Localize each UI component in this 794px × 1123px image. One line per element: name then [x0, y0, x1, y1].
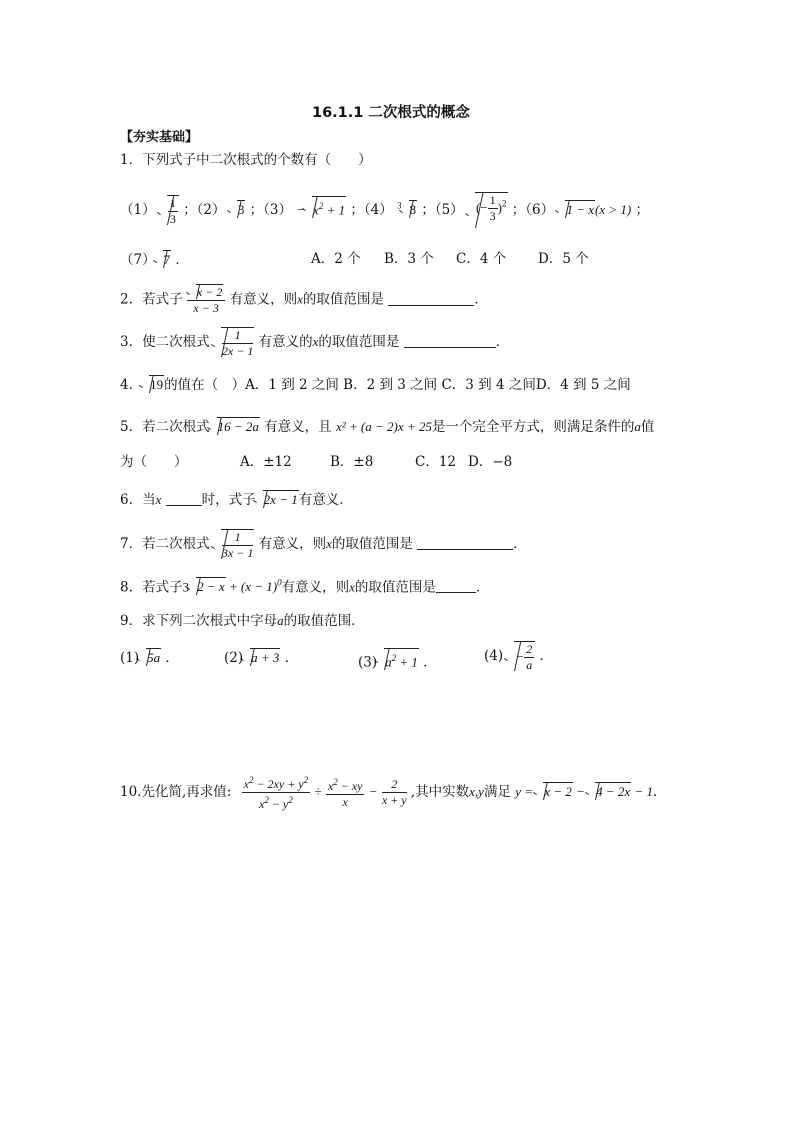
question-9: 9．求下列二次根式中字母a的取值范围．	[120, 613, 365, 629]
question-1-item7: （7） 7 ．	[120, 252, 189, 268]
q9-part-3: (3) $a^2 + 1$ ．	[358, 648, 437, 671]
q9-part-2: (2) a + 3 ．	[224, 650, 299, 666]
q5-option-c: C．12	[415, 454, 457, 470]
question-5-line2: 为（ ）	[120, 454, 188, 470]
page-title: 16.1.1 二次根式的概念	[312, 105, 470, 121]
question-4: 4． 19的值在（ ）A．1 到 2 之间 B．2 到 3 之间 C．3 到 4 之间D．4 到 5 之间	[120, 377, 631, 393]
q5-option-a: A．±12	[240, 454, 292, 470]
question-5: 5．若二次根式 16 − 2a 有意义，且 x² + (a − 2)x + 25是一个完全平方式，则满足条件的a值	[120, 419, 655, 435]
q1-option-a: A．2 个	[311, 251, 361, 267]
q5-option-d: D．−8	[468, 454, 513, 470]
q1-option-d: D．5 个	[538, 251, 589, 267]
question-1-stem: 1．下列式子中二次根式的个数有（ ）	[120, 152, 372, 168]
q9-part-4: (4) − $\frac{2}{a}$ ．	[484, 642, 553, 672]
q1-option-c: C．4 个	[456, 251, 507, 267]
question-3: 3．使二次根式 $\frac{1}{2x - 1}$ 有意义的x的取值范围是 ．	[120, 328, 510, 358]
q5-option-b: B．±8	[330, 454, 374, 470]
question-10: 10.先化简,再求值: $\frac{x^2 - 2xy + y^2}{x^2 - y^2}$ ÷ $\frac{x^2 - xy}{x}$ − $\frac{2}{x + y}$ ,其中实数x,y满足 y = x − 2 − 4 − 2x − 1．	[120, 775, 667, 811]
question-2: 2．若式子 $\frac{x - 2}{x - 3}$ 有意义，则x的取值范围是 ．	[120, 285, 488, 315]
question-8: 8．若式子3 $2 - x + (x - 1)^0$有意义，则x的取值范围是 ．	[120, 578, 490, 596]
q1-option-b: B．3 个	[384, 251, 434, 267]
section-heading: 【夯实基础】	[120, 130, 199, 145]
question-7: 7．若二次根式 $\frac{1}{3x - 1}$ 有意义，则x的取值范围是 ．	[120, 530, 527, 560]
q9-part-1: (1) 5a ．	[120, 650, 179, 666]
question-6: 6．当x 时，式子 2x − 1有意义．	[120, 492, 353, 508]
question-1-items: （1） $\frac{1}{3}$ ；（2） 3 ；$(3) - x^2 + 1$ ；（4） $^3$ 8 ；（5） (− $\frac{1}{3}$ )$^2$ ；（6） 1 − x(x > 1) ；	[120, 192, 649, 229]
